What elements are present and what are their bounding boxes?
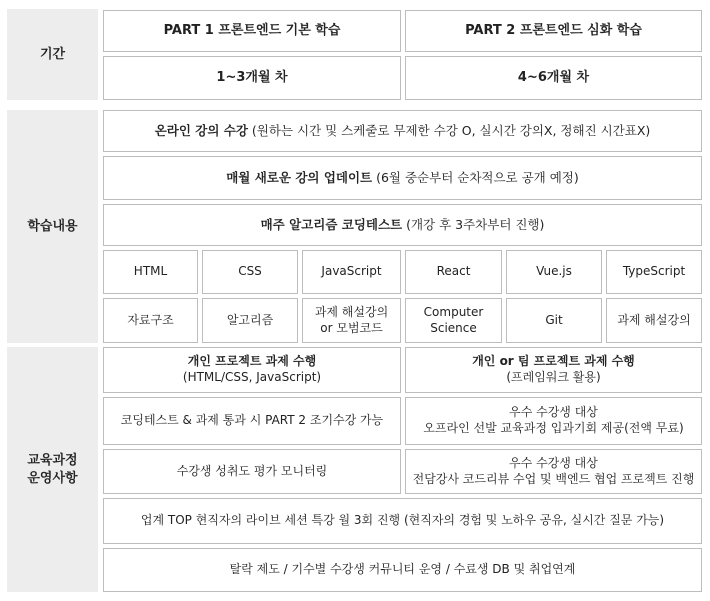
topic-cell: HTML xyxy=(103,250,198,294)
team-project-box xyxy=(405,347,702,393)
personal-project-title: 개인 프로젝트 과제 수행 xyxy=(187,354,317,369)
community-box: 탈락 제도 / 기수별 수강생 커뮤니티 운영 / 수료생 DB 및 취업연계 xyxy=(103,548,702,592)
content-label: 학습내용 xyxy=(7,110,98,343)
topic-cell: Vue.js xyxy=(506,250,602,294)
team-project-sub: (프레임워크 활용) xyxy=(506,370,601,384)
topic-cell: Computer Science xyxy=(405,298,502,343)
early-access-box: 코딩테스트 & 과제 통과 시 PART 2 조기수강 가능 xyxy=(103,397,401,445)
part2-header: PART 2 프론트엔드 심화 학습 xyxy=(405,10,702,52)
live-session-box: 업계 TOP 현직자의 라이브 세션 특강 월 3회 진행 (현직자의 경험 및 노하우 공유, 실시간 질문 가능) xyxy=(103,498,702,544)
topic-cell: 자료구조 xyxy=(103,298,198,343)
topic-cell: JavaScript xyxy=(302,250,401,294)
coding-test-row xyxy=(103,204,702,246)
online-lecture-title: 온라인 강의 수강 xyxy=(154,122,248,138)
coding-test-title: 매주 알고리즘 코딩테스트 xyxy=(260,216,403,232)
coding-test-detail: (개강 후 3주차부터 진행) xyxy=(402,216,545,232)
online-lecture-detail: (원하는 시간 및 스케줄로 무제한 수강 O, 실시간 강의X, 정해진 시간표X) xyxy=(247,122,651,138)
period-label: 기간 xyxy=(7,9,98,100)
part1-duration: 1~3개월 차 xyxy=(103,56,401,100)
personal-project-box xyxy=(103,347,401,393)
offline-selection-desc: 오프라인 선발 교육과정 입과기회 제공(전액 무료) xyxy=(423,421,684,435)
code-review-desc: 전담강사 코드리뷰 수업 및 백엔드 협업 프로젝트 진행 xyxy=(412,471,695,486)
part2-duration: 4~6개월 차 xyxy=(405,56,702,100)
monitoring-box: 수강생 성취도 평가 모니터링 xyxy=(103,449,401,494)
topic-cell: 과제 해설강의 or 모범코드 xyxy=(302,298,401,343)
topic-cell: React xyxy=(405,250,502,294)
topic-cell: TypeScript xyxy=(606,250,702,294)
code-review-title: 우수 수강생 대상 xyxy=(509,455,598,470)
monthly-update-title: 매월 새로운 강의 업데이트 xyxy=(226,169,373,185)
topic-cell: CSS xyxy=(202,250,298,294)
topic-cell: Git xyxy=(506,298,602,343)
offline-selection-title: 우수 수강생 대상 xyxy=(509,405,598,420)
part1-header: PART 1 프론트엔드 기본 학습 xyxy=(103,10,401,52)
offline-selection-box xyxy=(405,397,702,445)
online-lecture-row xyxy=(103,110,702,152)
operation-label: 교육과정 운영사항 xyxy=(7,347,98,592)
topic-cell: 과제 해설강의 xyxy=(606,298,702,343)
monthly-update-row xyxy=(103,156,702,200)
topic-cell: 알고리즘 xyxy=(202,298,298,343)
monthly-update-detail: (6월 중순부터 순차적으로 공개 예정) xyxy=(372,169,579,185)
personal-project-sub: (HTML/CSS, JavaScript) xyxy=(182,370,322,384)
code-review-box xyxy=(405,449,702,494)
team-project-title: 개인 or 팀 프로젝트 과제 수행 xyxy=(472,354,635,369)
